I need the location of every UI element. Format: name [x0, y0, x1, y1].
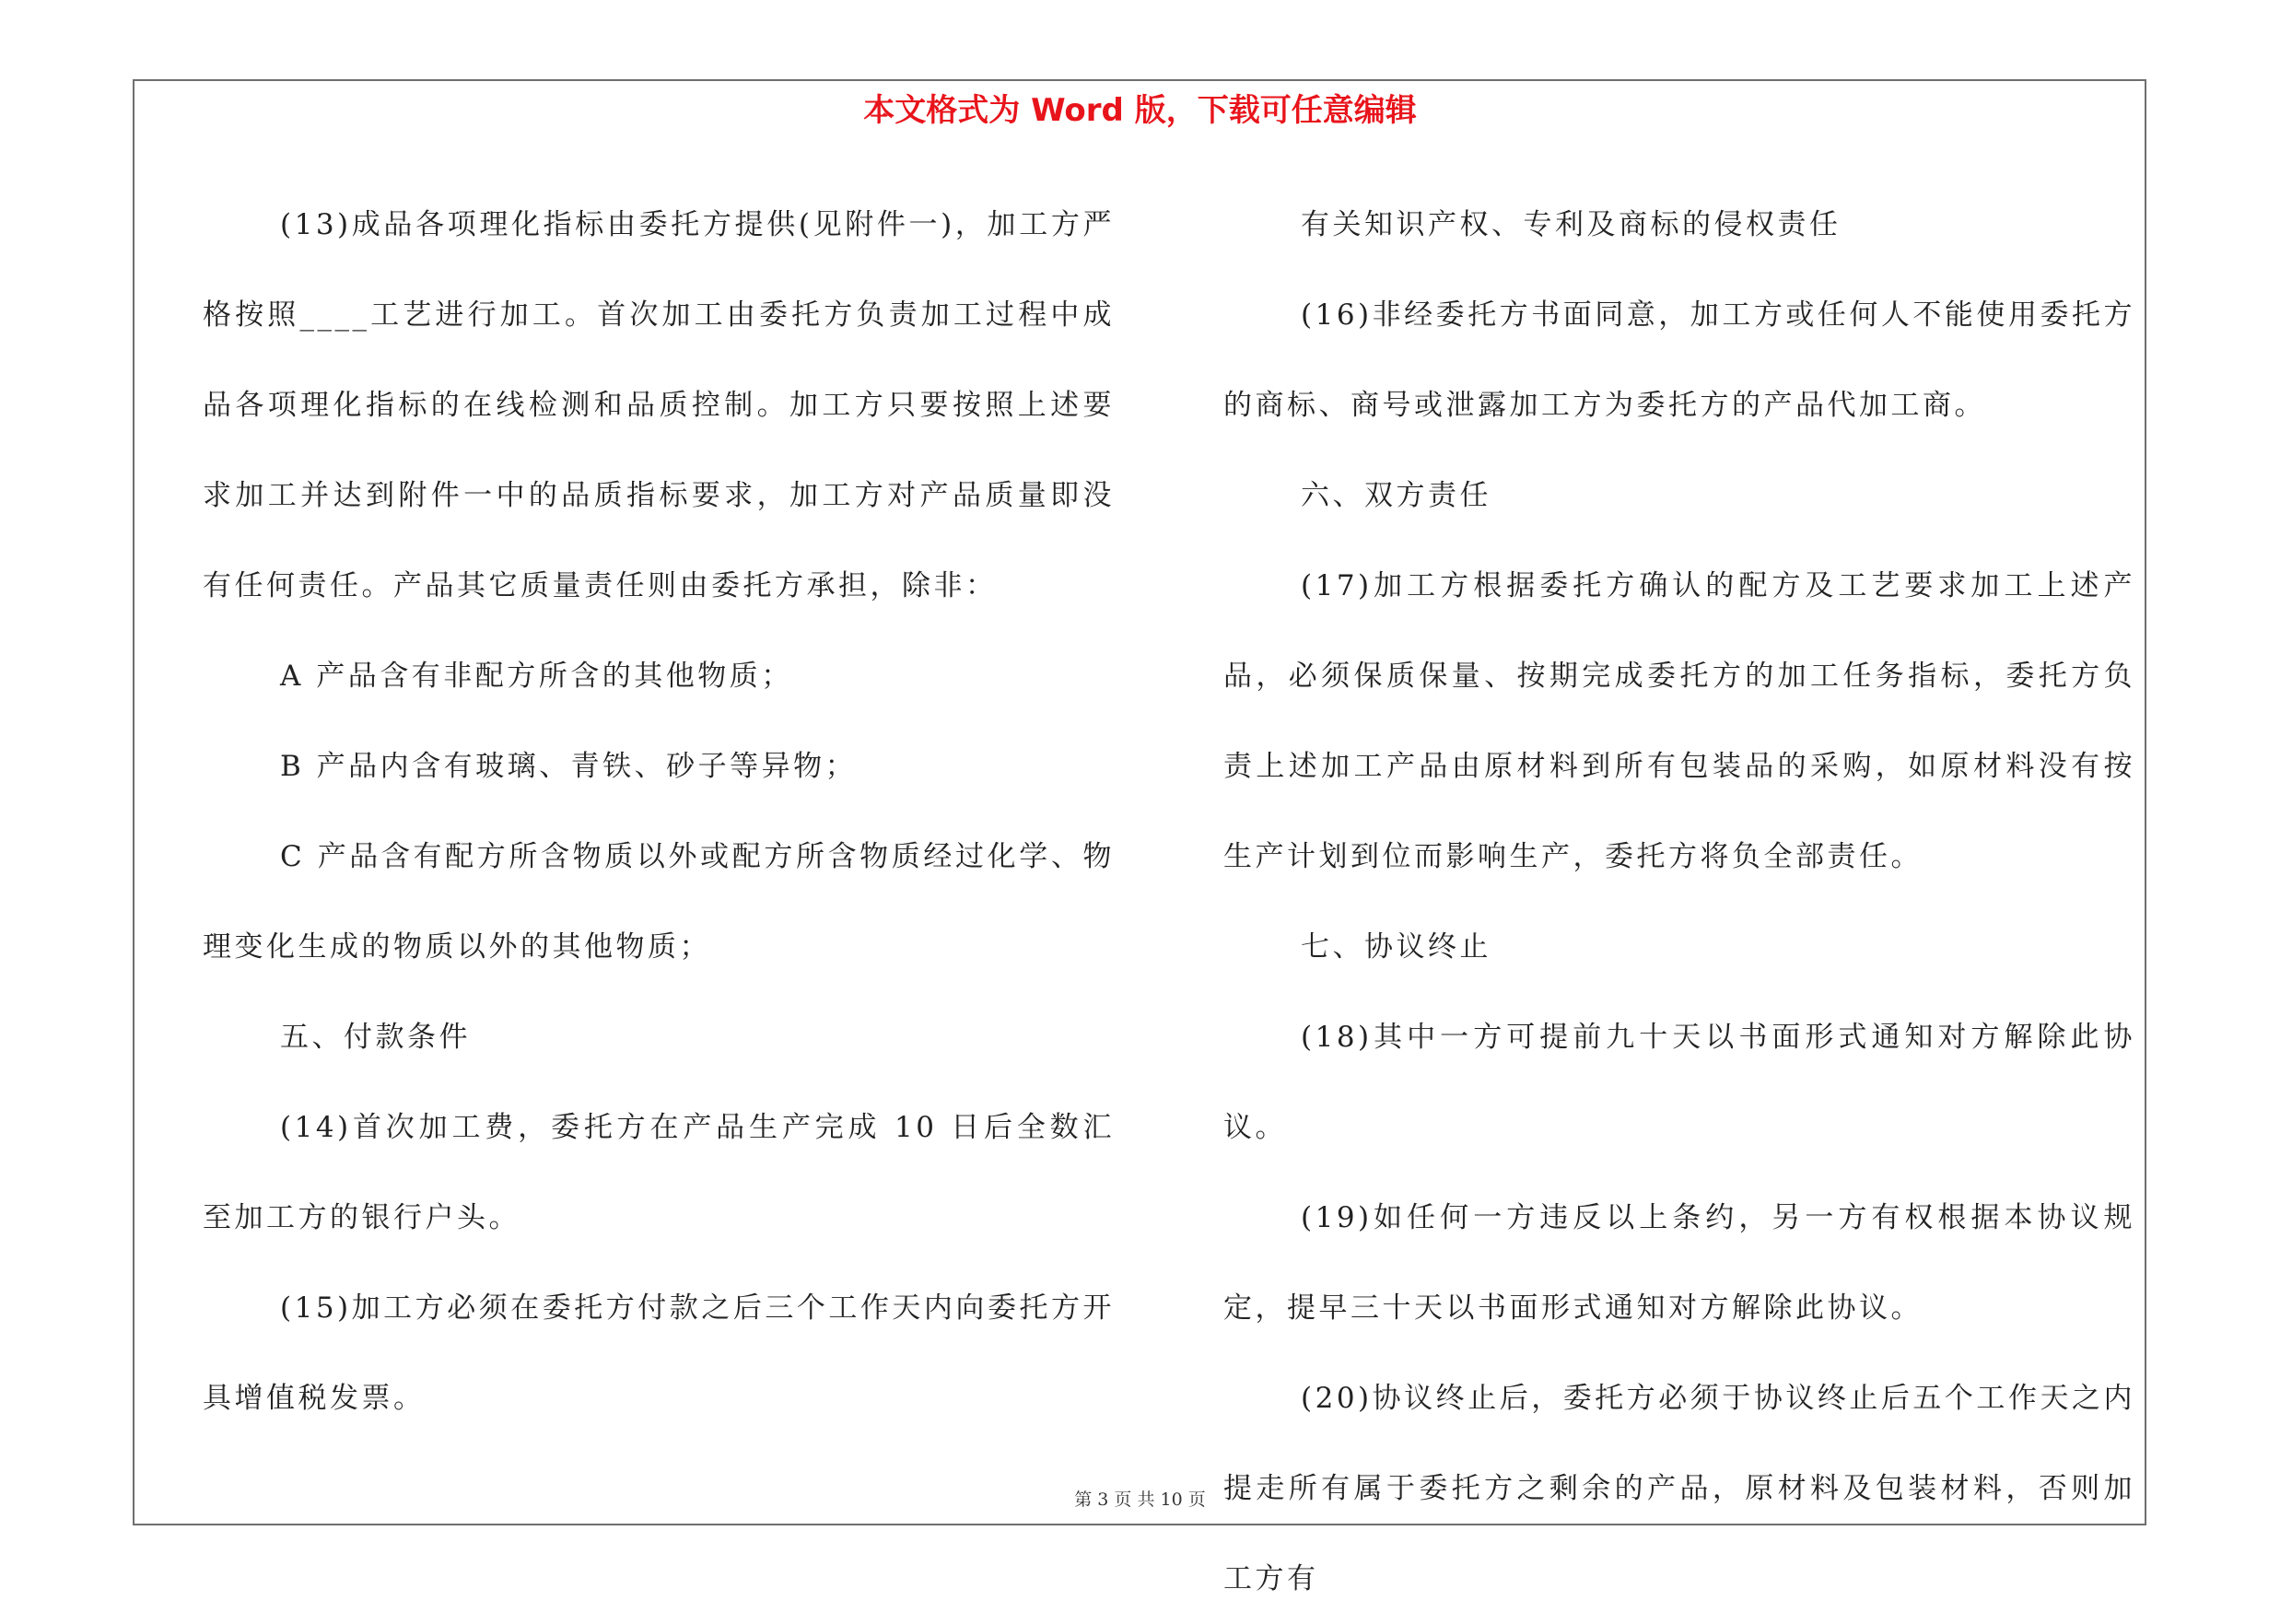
clause-13: (13)成品各项理化指标由委托方提供(见附件一)，加工方严格按照____工艺进行加工。首次加工由委托方负责加工过程中成品各项理化指标的在线检测和品质控制。加工方只要按照上述要求加工并达到附件一中的品质指标要求，加工方对产品质量即没有任何责任。产品其它质量责任则由委托方承担，除非： [203, 208, 1115, 602]
clause-15: (15)加工方必须在委托方付款之后三个工作天内向委托方开具增值税发票。 [203, 1291, 1115, 1415]
clause-17: (17)加工方根据委托方确认的配方及工艺要求加工上述产品，必须保质保量、按期完成委托方的加工任务指标，委托方负责上述加工产品由原材料到所有包装品的采购，如原材料没有按生产计划到位而影响生产，委托方将负全部责任。 [1223, 569, 2135, 873]
exception-c: C 产品含有配方所含物质以外或配方所含物质经过化学、物理变化生成的物质以外的其他物质； [203, 840, 1115, 964]
section-heading-responsibilities: 六、双方责任 [1301, 479, 1491, 512]
clause-16: (16)非经委托方书面同意，加工方或任何人不能使用委托方的商标、商号或泄露加工方为委托方的产品代加工商。 [1223, 298, 2135, 422]
ip-liability-line: 有关知识产权、专利及商标的侵权责任 [1301, 208, 1842, 241]
format-banner: 本文格式为 Word 版，下载可任意编辑 [863, 92, 1417, 129]
right-column [1223, 180, 2135, 1624]
exception-a: A 产品含有非配方所含的其他物质； [280, 660, 793, 693]
section-heading-termination: 七、协议终止 [1301, 930, 1491, 964]
clause-14: (14)首次加工费，委托方在产品生产完成 10 日后全数汇至加工方的银行户头。 [203, 1111, 1115, 1234]
left-column [203, 180, 1115, 1443]
clause-19: (19)如任何一方违反以上条约，另一方有权根据本协议规定，提早三十天以书面形式通知对方解除此协议。 [1223, 1201, 2135, 1325]
page-number: 第 3 页 共 10 页 [1074, 1490, 1206, 1510]
clause-18: (18)其中一方可提前九十天以书面形式通知对方解除此协议。 [1223, 1021, 2135, 1144]
exception-b: B 产品内含有玻璃、青铁、砂子等异物； [280, 750, 858, 783]
section-heading-payment: 五、付款条件 [280, 1021, 471, 1054]
clause-20: (20)协议终止后，委托方必须于协议终止后五个工作天之内提走所有属于委托方之剩余的产品，原材料及包装材料，否则加工方有 [1223, 1382, 2135, 1595]
